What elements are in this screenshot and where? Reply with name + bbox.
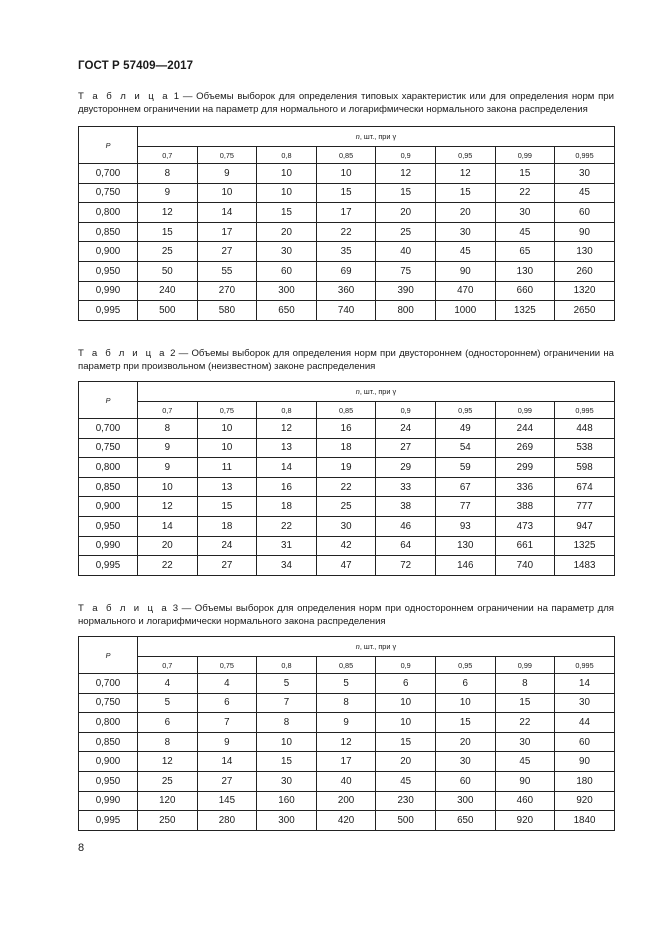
- table-cell: 5: [316, 674, 376, 694]
- table-cell: 300: [435, 791, 495, 811]
- table-cell: 10: [257, 164, 317, 184]
- p-value-cell: 0,950: [79, 771, 138, 791]
- table-3-label: Т а б л и ц а: [78, 603, 170, 614]
- table-cell: 45: [376, 771, 436, 791]
- table-cell: 67: [435, 477, 495, 497]
- table-cell: 200: [316, 791, 376, 811]
- table-cell: 45: [495, 222, 555, 242]
- table-cell: 30: [316, 516, 376, 536]
- gamma-header-cell: 0,9: [376, 147, 436, 164]
- gamma-header-cell: 0,99: [495, 147, 555, 164]
- table-cell: 8: [316, 693, 376, 713]
- table-cell: 500: [376, 811, 436, 831]
- table-cell: 69: [316, 261, 376, 281]
- table-cell: 740: [495, 556, 555, 576]
- table-cell: 470: [435, 281, 495, 301]
- table-cell: 30: [495, 732, 555, 752]
- table-row: [79, 674, 615, 694]
- gamma-header-cell: 0,99: [495, 657, 555, 674]
- table-cell: 22: [316, 222, 376, 242]
- n-header-text: , шт., при γ: [359, 642, 397, 651]
- table-cell: 72: [376, 556, 436, 576]
- p-value-cell: 0,850: [79, 222, 138, 242]
- gamma-header-cell: 0,85: [316, 147, 376, 164]
- table-cell: 27: [197, 242, 257, 262]
- table-cell: 49: [435, 419, 495, 439]
- table-cell: 15: [376, 183, 436, 203]
- gamma-header-cell: 0,85: [316, 402, 376, 419]
- table-cell: 22: [495, 183, 555, 203]
- table-cell: 44: [555, 713, 615, 733]
- table-row: [79, 281, 615, 301]
- table-cell: 45: [495, 752, 555, 772]
- gamma-header-cell: 0,995: [555, 402, 615, 419]
- p-value-cell: 0,990: [79, 281, 138, 301]
- table-cell: 580: [197, 301, 257, 321]
- table-cell: 35: [316, 242, 376, 262]
- table-cell: 15: [138, 222, 198, 242]
- table-cell: 448: [555, 419, 615, 439]
- table-cell: 269: [495, 438, 555, 458]
- gamma-header-cell: 0,75: [197, 402, 257, 419]
- table-cell: 47: [316, 556, 376, 576]
- table-cell: 17: [316, 203, 376, 223]
- table-cell: 920: [555, 791, 615, 811]
- table-cell: 27: [197, 556, 257, 576]
- page-number: 8: [78, 842, 85, 854]
- table-cell: 14: [257, 458, 317, 478]
- table-cell: 20: [435, 203, 495, 223]
- table-cell: 17: [316, 752, 376, 772]
- table-cell: 12: [435, 164, 495, 184]
- p-value-cell: 0,700: [79, 419, 138, 439]
- table-cell: 8: [257, 713, 317, 733]
- table-cell: 250: [138, 811, 198, 831]
- p-value-cell: 0,995: [79, 811, 138, 831]
- table-cell: 500: [138, 301, 198, 321]
- table-row: [79, 713, 615, 733]
- table-cell: 10: [376, 693, 436, 713]
- gamma-header-cell: 0,7: [138, 657, 198, 674]
- table-cell: 13: [197, 477, 257, 497]
- table-cell: 15: [197, 497, 257, 517]
- table-cell: 1325: [495, 301, 555, 321]
- p-value-cell: 0,750: [79, 693, 138, 713]
- table-row: [79, 419, 615, 439]
- header-row: [79, 382, 615, 402]
- table-cell: 30: [257, 242, 317, 262]
- table-cell: 280: [197, 811, 257, 831]
- table-cell: 30: [435, 752, 495, 772]
- table-cell: 12: [376, 164, 436, 184]
- table-cell: 130: [435, 536, 495, 556]
- p-value-cell: 0,700: [79, 674, 138, 694]
- p-value-cell: 0,800: [79, 713, 138, 733]
- table-cell: 15: [495, 693, 555, 713]
- gamma-header-cell: 0,8: [257, 402, 317, 419]
- table-cell: 9: [138, 183, 198, 203]
- gamma-header-cell: 0,9: [376, 402, 436, 419]
- table-cell: 145: [197, 791, 257, 811]
- table-cell: 93: [435, 516, 495, 536]
- p-value-cell: 0,995: [79, 301, 138, 321]
- p-value-cell: 0,800: [79, 458, 138, 478]
- table-cell: 54: [435, 438, 495, 458]
- table-cell: 8: [495, 674, 555, 694]
- table-cell: 661: [495, 536, 555, 556]
- table-cell: 60: [555, 203, 615, 223]
- table-cell: 120: [138, 791, 198, 811]
- table-cell: 6: [197, 693, 257, 713]
- table-row: [79, 556, 615, 576]
- table-cell: 240: [138, 281, 198, 301]
- table-cell: 30: [435, 222, 495, 242]
- table-cell: 25: [376, 222, 436, 242]
- table-cell: 15: [435, 713, 495, 733]
- header-row: [79, 637, 615, 657]
- table-1-label: Т а б л и ц а: [78, 91, 171, 102]
- table-cell: 2650: [555, 301, 615, 321]
- table-row: [79, 732, 615, 752]
- table-row: [79, 516, 615, 536]
- table-3-title: 3 — Объемы выборок для определения норм при одностороннем ограничении на параметр для нормального и логарифмически нормального закона распределения: [78, 603, 615, 627]
- table-cell: 14: [555, 674, 615, 694]
- table-cell: 9: [316, 713, 376, 733]
- gamma-header-cell: 0,8: [257, 147, 317, 164]
- table-cell: 18: [257, 497, 317, 517]
- table-cell: 598: [555, 458, 615, 478]
- table-cell: 45: [435, 242, 495, 262]
- table-row: [79, 693, 615, 713]
- table-cell: 5: [138, 693, 198, 713]
- table-row: [79, 242, 615, 262]
- table-cell: 15: [495, 164, 555, 184]
- table-cell: 7: [257, 693, 317, 713]
- table-3: [78, 636, 615, 831]
- table-row: [79, 222, 615, 242]
- gamma-header-row: [79, 402, 615, 419]
- n-symbol: n: [355, 642, 360, 651]
- table-cell: 270: [197, 281, 257, 301]
- table-cell: 25: [138, 771, 198, 791]
- gamma-header-cell: 0,95: [435, 657, 495, 674]
- table-cell: 12: [138, 752, 198, 772]
- table-cell: 46: [376, 516, 436, 536]
- table-cell: 10: [376, 713, 436, 733]
- table-1-title: 1 — Объемы выборок для определения типовых характеристик или для определения норм при двустороннем ограничении на параметр для нормального и логарифмически нормального закона распределения: [78, 91, 614, 115]
- table-cell: 1320: [555, 281, 615, 301]
- table-cell: 40: [316, 771, 376, 791]
- table-cell: 50: [138, 261, 198, 281]
- table-cell: 16: [257, 477, 317, 497]
- table-row: [79, 752, 615, 772]
- table-cell: 22: [257, 516, 317, 536]
- table-cell: 130: [495, 261, 555, 281]
- table-cell: 30: [257, 771, 317, 791]
- table-row: [79, 791, 615, 811]
- p-value-cell: 0,900: [79, 752, 138, 772]
- table-cell: 22: [138, 556, 198, 576]
- table-cell: 299: [495, 458, 555, 478]
- table-cell: 1483: [555, 556, 615, 576]
- table-cell: 60: [555, 732, 615, 752]
- n-symbol: n: [355, 132, 360, 141]
- table-cell: 650: [435, 811, 495, 831]
- table-cell: 9: [138, 438, 198, 458]
- table-cell: 31: [257, 536, 317, 556]
- table-cell: 11: [197, 458, 257, 478]
- header-row: [79, 127, 615, 147]
- gamma-header-cell: 0,995: [555, 147, 615, 164]
- p-value-cell: 0,900: [79, 497, 138, 517]
- table-row: [79, 458, 615, 478]
- table-cell: 300: [257, 811, 317, 831]
- table-cell: 390: [376, 281, 436, 301]
- table-cell: 8: [138, 164, 198, 184]
- table-cell: 12: [138, 203, 198, 223]
- table-cell: 12: [138, 497, 198, 517]
- table-cell: 64: [376, 536, 436, 556]
- table-cell: 18: [197, 516, 257, 536]
- table-cell: 10: [138, 477, 198, 497]
- table-cell: 7: [197, 713, 257, 733]
- table-cell: 25: [138, 242, 198, 262]
- table-row: [79, 203, 615, 223]
- p-column-header: P: [79, 637, 138, 674]
- table-cell: 16: [316, 419, 376, 439]
- p-value-cell: 0,950: [79, 516, 138, 536]
- table-cell: 160: [257, 791, 317, 811]
- table-cell: 90: [435, 261, 495, 281]
- gamma-header-row: [79, 147, 615, 164]
- table-cell: 75: [376, 261, 436, 281]
- table-cell: 360: [316, 281, 376, 301]
- n-group-header: [138, 637, 615, 657]
- table-cell: 22: [495, 713, 555, 733]
- table-cell: 10: [435, 693, 495, 713]
- p-value-cell: 0,995: [79, 556, 138, 576]
- table-cell: 244: [495, 419, 555, 439]
- table-cell: 10: [257, 183, 317, 203]
- table-cell: 24: [376, 419, 436, 439]
- table-cell: 19: [316, 458, 376, 478]
- table-1-caption: [78, 90, 614, 116]
- table-cell: 90: [495, 771, 555, 791]
- table-cell: 24: [197, 536, 257, 556]
- table-cell: 12: [257, 419, 317, 439]
- p-column-header: P: [79, 127, 138, 164]
- table-cell: 674: [555, 477, 615, 497]
- table-cell: 9: [197, 164, 257, 184]
- table-cell: 336: [495, 477, 555, 497]
- table-cell: 9: [197, 732, 257, 752]
- table-cell: 130: [555, 242, 615, 262]
- table-cell: 8: [138, 419, 198, 439]
- gamma-header-cell: 0,9: [376, 657, 436, 674]
- table-cell: 40: [376, 242, 436, 262]
- table-cell: 740: [316, 301, 376, 321]
- table-cell: 29: [376, 458, 436, 478]
- table-cell: 34: [257, 556, 317, 576]
- table-cell: 14: [197, 203, 257, 223]
- table-cell: 14: [197, 752, 257, 772]
- table-cell: 55: [197, 261, 257, 281]
- table-cell: 230: [376, 791, 436, 811]
- table-cell: 17: [197, 222, 257, 242]
- table-2: [78, 381, 615, 576]
- table-cell: 12: [316, 732, 376, 752]
- table-row: [79, 811, 615, 831]
- table-cell: 1840: [555, 811, 615, 831]
- document-header: ГОСТ Р 57409—2017: [78, 60, 194, 72]
- n-header-text: , шт., при γ: [359, 132, 397, 141]
- p-value-cell: 0,750: [79, 183, 138, 203]
- table-cell: 77: [435, 497, 495, 517]
- table-cell: 10: [197, 419, 257, 439]
- table-cell: 1325: [555, 536, 615, 556]
- gamma-header-cell: 0,99: [495, 402, 555, 419]
- table-cell: 538: [555, 438, 615, 458]
- table-1: [78, 126, 615, 321]
- table-cell: 10: [316, 164, 376, 184]
- gamma-header-cell: 0,75: [197, 657, 257, 674]
- table-cell: 300: [257, 281, 317, 301]
- table-cell: 30: [495, 203, 555, 223]
- table-cell: 20: [435, 732, 495, 752]
- gamma-header-cell: 0,85: [316, 657, 376, 674]
- table-cell: 6: [376, 674, 436, 694]
- table-row: [79, 438, 615, 458]
- table-cell: 15: [316, 183, 376, 203]
- table-cell: 4: [138, 674, 198, 694]
- table-cell: 15: [376, 732, 436, 752]
- table-row: [79, 261, 615, 281]
- table-cell: 90: [555, 752, 615, 772]
- table-cell: 6: [138, 713, 198, 733]
- p-value-cell: 0,700: [79, 164, 138, 184]
- gamma-header-cell: 0,8: [257, 657, 317, 674]
- table-cell: 420: [316, 811, 376, 831]
- n-symbol: n: [355, 387, 360, 396]
- table-cell: 65: [495, 242, 555, 262]
- table-cell: 146: [435, 556, 495, 576]
- table-row: [79, 536, 615, 556]
- table-cell: 777: [555, 497, 615, 517]
- table-cell: 14: [138, 516, 198, 536]
- gamma-header-cell: 0,7: [138, 147, 198, 164]
- p-value-cell: 0,850: [79, 732, 138, 752]
- table-cell: 180: [555, 771, 615, 791]
- table-cell: 460: [495, 791, 555, 811]
- p-value-cell: 0,950: [79, 261, 138, 281]
- table-cell: 60: [435, 771, 495, 791]
- n-header-text: , шт., при γ: [359, 387, 397, 396]
- table-cell: 25: [316, 497, 376, 517]
- table-cell: 60: [257, 261, 317, 281]
- p-value-cell: 0,800: [79, 203, 138, 223]
- table-row: [79, 477, 615, 497]
- p-value-cell: 0,750: [79, 438, 138, 458]
- table-cell: 59: [435, 458, 495, 478]
- table-row: [79, 301, 615, 321]
- table-cell: 260: [555, 261, 615, 281]
- p-column-header: P: [79, 382, 138, 419]
- gamma-header-row: [79, 657, 615, 674]
- gamma-header-cell: 0,95: [435, 402, 495, 419]
- table-cell: 4: [197, 674, 257, 694]
- table-cell: 42: [316, 536, 376, 556]
- p-value-cell: 0,990: [79, 791, 138, 811]
- table-cell: 38: [376, 497, 436, 517]
- table-cell: 15: [257, 752, 317, 772]
- n-group-header: [138, 127, 615, 147]
- table-row: [79, 497, 615, 517]
- table-2-title: 2 — Объемы выборок для определения норм при двустороннем (одностороннем) ограничении на параметр при произвольном (неизвестном) законе распределения: [78, 348, 615, 372]
- gamma-header-cell: 0,75: [197, 147, 257, 164]
- table-cell: 8: [138, 732, 198, 752]
- table-2-caption: [78, 347, 614, 373]
- table-cell: 33: [376, 477, 436, 497]
- table-cell: 20: [376, 752, 436, 772]
- table-cell: 10: [257, 732, 317, 752]
- p-value-cell: 0,900: [79, 242, 138, 262]
- table-2-label: Т а б л и ц а: [78, 348, 167, 359]
- table-cell: 800: [376, 301, 436, 321]
- gamma-header-cell: 0,95: [435, 147, 495, 164]
- table-cell: 18: [316, 438, 376, 458]
- table-cell: 22: [316, 477, 376, 497]
- table-cell: 20: [257, 222, 317, 242]
- table-cell: 1000: [435, 301, 495, 321]
- table-cell: 20: [376, 203, 436, 223]
- table-cell: 15: [435, 183, 495, 203]
- table-cell: 20: [138, 536, 198, 556]
- table-cell: 27: [376, 438, 436, 458]
- table-row: [79, 183, 615, 203]
- table-cell: 473: [495, 516, 555, 536]
- table-cell: 45: [555, 183, 615, 203]
- table-cell: 27: [197, 771, 257, 791]
- table-cell: 9: [138, 458, 198, 478]
- table-row: [79, 164, 615, 184]
- table-cell: 650: [257, 301, 317, 321]
- table-cell: 30: [555, 693, 615, 713]
- table-cell: 947: [555, 516, 615, 536]
- table-cell: 90: [555, 222, 615, 242]
- p-value-cell: 0,990: [79, 536, 138, 556]
- table-cell: 5: [257, 674, 317, 694]
- table-cell: 388: [495, 497, 555, 517]
- gamma-header-cell: 0,7: [138, 402, 198, 419]
- table-cell: 30: [555, 164, 615, 184]
- table-row: [79, 771, 615, 791]
- gamma-header-cell: 0,995: [555, 657, 615, 674]
- table-cell: 13: [257, 438, 317, 458]
- table-cell: 10: [197, 438, 257, 458]
- table-cell: 660: [495, 281, 555, 301]
- p-value-cell: 0,850: [79, 477, 138, 497]
- n-group-header: [138, 382, 615, 402]
- table-cell: 6: [435, 674, 495, 694]
- table-cell: 10: [197, 183, 257, 203]
- table-cell: 15: [257, 203, 317, 223]
- table-cell: 920: [495, 811, 555, 831]
- table-3-caption: [78, 602, 614, 628]
